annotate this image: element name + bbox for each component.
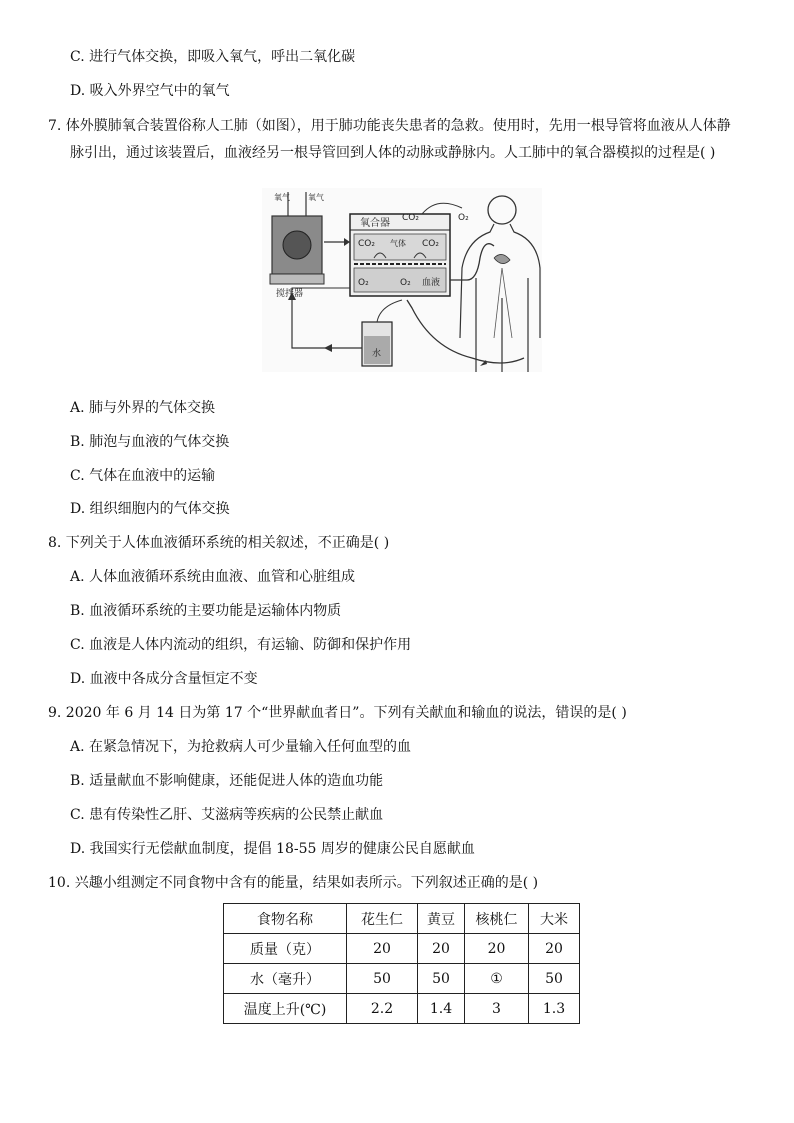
q7-option-a: A. 肺与外界的气体交换 <box>70 400 216 416</box>
table-cell: 50 <box>418 964 465 994</box>
label-co2-a: CO₂ <box>358 239 375 249</box>
table-cell: 1.4 <box>418 994 465 1024</box>
table-cell: 20 <box>465 934 529 964</box>
label-o2-in: O₂ <box>458 213 469 223</box>
label-oxygenator: 氧合器 <box>360 218 390 229</box>
food-energy-table <box>223 903 580 1024</box>
stirrer-wheel <box>283 231 311 259</box>
table-cell: 50 <box>529 964 580 994</box>
label-stirrer: 搅拌器 <box>276 289 304 299</box>
table-cell: 20 <box>347 934 418 964</box>
table-header-row <box>224 904 580 934</box>
q7-option-c: C. 气体在血液中的运输 <box>70 468 216 484</box>
table-cell: 1.3 <box>529 994 580 1024</box>
q7-option-b: B. 肺泡与血液的气体交换 <box>70 434 230 450</box>
table-row <box>224 964 580 994</box>
table-cell: 质量（克） <box>224 934 347 964</box>
q8-option-b: B. 血液循环系统的主要功能是运输体内物质 <box>70 603 342 619</box>
label-gas-in-right: 氧气 <box>308 193 324 202</box>
q9-option-a: A. 在紧急情况下，为抢救病人可少量输入任何血型的血 <box>70 739 412 755</box>
table-header-cell: 核桃仁 <box>465 904 529 934</box>
artificial-lung-figure <box>262 188 542 372</box>
table-cell: 水（毫升） <box>224 964 347 994</box>
label-o2-a: O₂ <box>358 278 369 288</box>
q9-option-c: C. 患有传染性乙肝、艾滋病等疾病的公民禁止献血 <box>70 807 384 823</box>
table-cell: 50 <box>347 964 418 994</box>
label-co2-b: CO₂ <box>422 239 439 249</box>
q9-option-d: D. 我国实行无偿献血制度，提倡 18-55 周岁的健康公民自愿献血 <box>70 841 475 857</box>
table-cell: 3 <box>465 994 529 1024</box>
q9-stem: 9. 2020 年 6 月 14 日为第 17 个“世界献血者日”。下列有关献血和输血的说法，错误的是( ) <box>48 705 627 721</box>
artificial-lung-diagram <box>262 188 542 372</box>
table-cell: 2.2 <box>347 994 418 1024</box>
q8-option-d: D. 血液中各成分含量恒定不变 <box>70 671 258 687</box>
label-gas-in-left: 氧气 <box>274 193 290 202</box>
table-row <box>224 994 580 1024</box>
table-header-cell: 花生仁 <box>347 904 418 934</box>
stirrer-base <box>270 274 324 284</box>
label-o2-b: O₂ <box>400 278 411 288</box>
label-water: 水 <box>372 349 382 359</box>
label-co2-out: CO₂ <box>402 213 419 223</box>
q9-option-b: B. 适量献血不影响健康，还能促进人体的造血功能 <box>70 773 384 789</box>
q7-stem-line1: 7. 体外膜肺氧合装置俗称人工肺（如图），用于肺功能丧失患者的急救。使用时，先用一根导管将血液从人体静 <box>48 118 731 134</box>
table-cell: 温度上升(℃) <box>224 994 347 1024</box>
table-cell: 20 <box>529 934 580 964</box>
table-header-cell: 黄豆 <box>418 904 465 934</box>
q7-stem-line2: 脉引出，通过该装置后，血液经另一根导管回到人体的动脉或静脉内。人工肺中的氧合器模拟的过程是( ) <box>70 145 716 161</box>
table-header-cell: 食物名称 <box>224 904 347 934</box>
q8-stem: 8. 下列关于人体血液循环系统的相关叙述，不正确是( ) <box>48 535 390 551</box>
q8-option-c: C. 血液是人体内流动的组织，有运输、防御和保护作用 <box>70 637 412 653</box>
label-membrane: 气体 <box>390 239 406 248</box>
q10-stem: 10. 兴趣小组测定不同食物中含有的能量，结果如表所示。下列叙述正确的是( ) <box>48 875 539 891</box>
table-row <box>224 934 580 964</box>
table-header-cell: 大米 <box>529 904 580 934</box>
label-blood: 血液 <box>422 278 441 288</box>
q8-option-a: A. 人体血液循环系统由血液、血管和心脏组成 <box>70 569 356 585</box>
q6-option-c: C. 进行气体交换，即吸入氧气，呼出二氧化碳 <box>70 49 356 65</box>
q7-option-d: D. 组织细胞内的气体交换 <box>70 501 230 517</box>
table-cell: ① <box>465 964 529 994</box>
table-cell: 20 <box>418 934 465 964</box>
q6-option-d: D. 吸入外界空气中的氧气 <box>70 83 230 99</box>
